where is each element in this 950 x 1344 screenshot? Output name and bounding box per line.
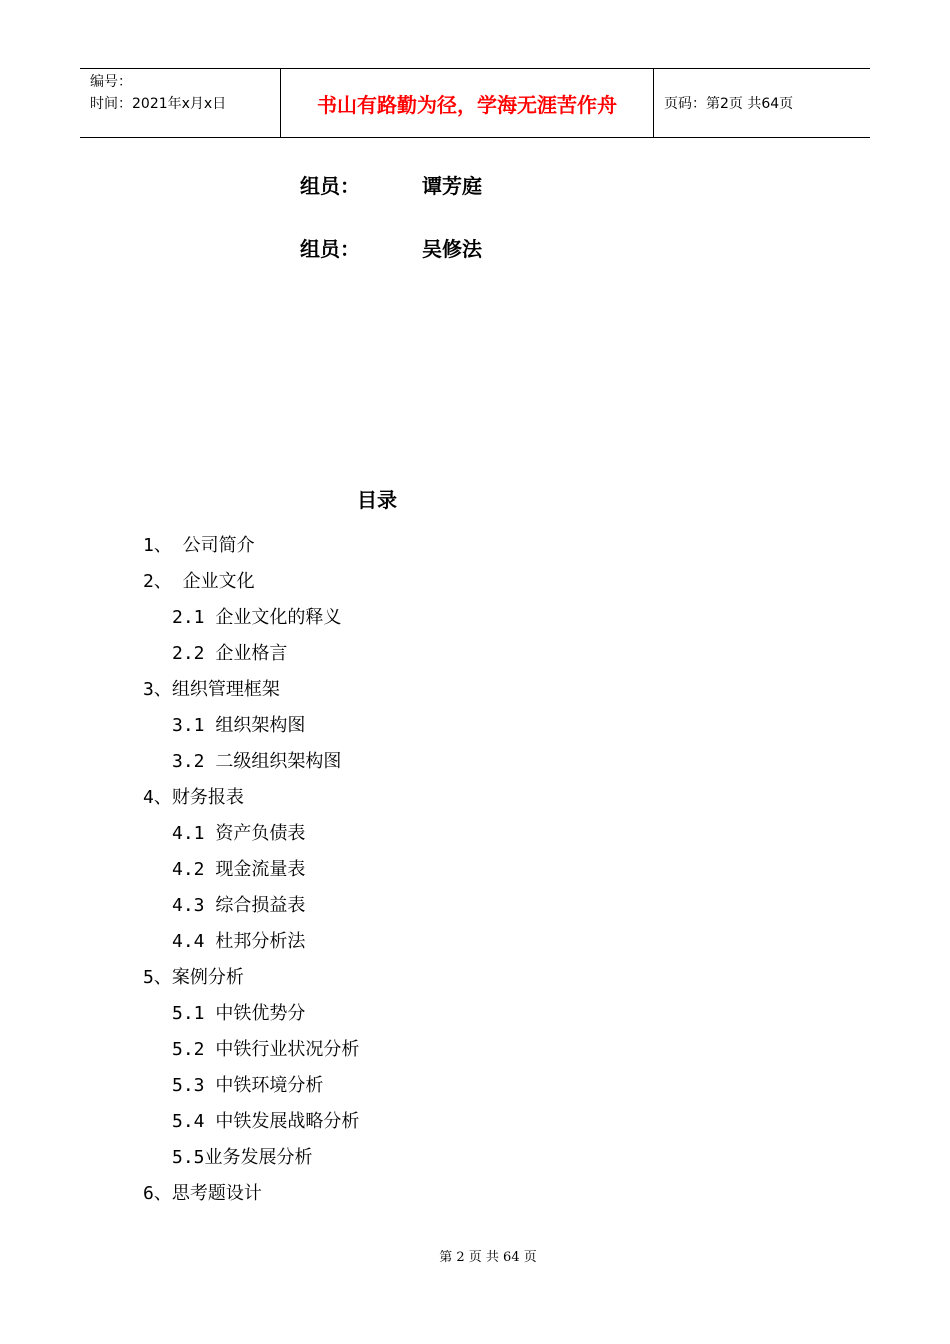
toc-item[interactable]: 5.1 中铁优势分 — [172, 1003, 306, 1024]
toc-item[interactable]: 2.2 企业格言 — [172, 643, 288, 664]
toc-item[interactable]: 5、案例分析 — [143, 967, 244, 988]
header-page-info: 页码：第2页 共64页 — [664, 96, 794, 112]
toc-item[interactable]: 5.4 中铁发展战略分析 — [172, 1111, 360, 1132]
toc-item[interactable]: 4.4 杜邦分析法 — [172, 931, 306, 952]
member-row — [300, 170, 482, 199]
toc-item[interactable]: 4、财务报表 — [143, 787, 244, 808]
time-label: 时间：2021年x月x日 — [90, 96, 227, 112]
header-meta — [80, 69, 281, 137]
toc-item[interactable]: 5.3 中铁环境分析 — [172, 1075, 324, 1096]
member-row — [300, 233, 482, 262]
toc-title: 目录 — [357, 488, 397, 512]
toc-item[interactable]: 4.3 综合损益表 — [172, 895, 306, 916]
toc-item[interactable]: 3.1 组织架构图 — [172, 715, 306, 736]
number-label: 编号： — [90, 74, 132, 90]
toc-item[interactable]: 6、思考题设计 — [143, 1183, 262, 1204]
toc-item[interactable]: 5.5业务发展分析 — [172, 1147, 313, 1168]
toc-item[interactable]: 4.1 资产负债表 — [172, 823, 306, 844]
toc-item[interactable]: 2.1 企业文化的释义 — [172, 607, 342, 628]
toc-item[interactable]: 1、 公司简介 — [143, 535, 255, 556]
member-name: 吴修法 — [422, 237, 482, 261]
toc-item[interactable]: 4.2 现金流量表 — [172, 859, 306, 880]
toc-item[interactable]: 3.2 二级组织架构图 — [172, 751, 342, 772]
member-name: 谭芳庭 — [422, 174, 482, 198]
page-footer: 第 2 页 共 64 页 — [439, 1250, 537, 1265]
page-header — [80, 68, 870, 138]
toc-item[interactable]: 5.2 中铁行业状况分析 — [172, 1039, 360, 1060]
member-label: 组员： — [300, 237, 360, 261]
toc-item[interactable]: 3、组织管理框架 — [143, 679, 280, 700]
header-motto: 书山有路勤为径，学海无涯苦作舟 — [281, 69, 654, 137]
member-label: 组员： — [300, 174, 360, 198]
toc-item[interactable]: 2、 企业文化 — [143, 571, 255, 592]
